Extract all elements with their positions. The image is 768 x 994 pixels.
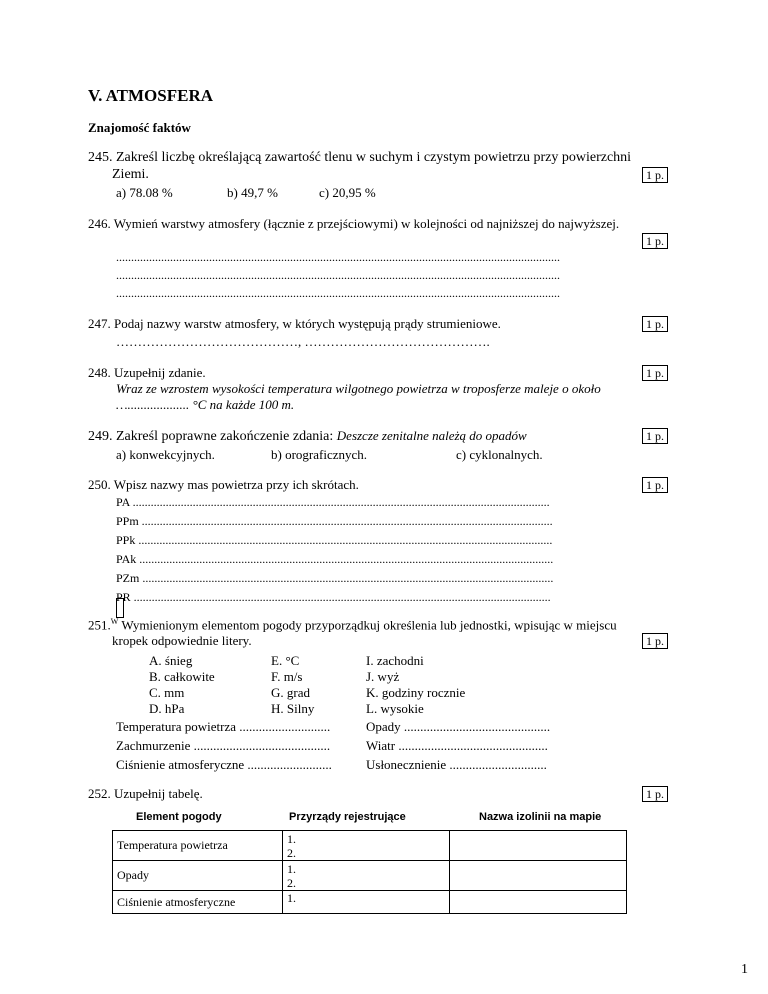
- q245-option-b: b) 49,7 %: [227, 185, 278, 200]
- q251-option-d: D. hPa: [149, 701, 185, 716]
- q251-points: 1 p.: [642, 633, 668, 649]
- table-header-isoline: Nazwa izolinii na mapie: [479, 811, 602, 823]
- q251-option-l: L. wysokie: [366, 701, 424, 716]
- q251-option-i: I. zachodni: [366, 653, 424, 668]
- q246-points: 1 p.: [642, 233, 668, 249]
- table-cell-isoline[interactable]: [450, 891, 627, 914]
- q246-answer-line-1[interactable]: ....................................................................................................................................................: [116, 250, 560, 264]
- q251-option-e: E. °C: [271, 653, 300, 668]
- page-title: V. ATMOSFERA: [88, 86, 214, 105]
- q251-option-c: C. mm: [149, 685, 185, 700]
- table-header-instruments: Przyrządy rejestrujące: [289, 811, 406, 823]
- table-cell-instruments[interactable]: [283, 891, 450, 914]
- q245-text1: 245. Zakreśl liczbę określającą zawartość tlenu w suchym i czystym powietrzu przy powierzchni: [88, 150, 632, 165]
- q250-item-pzm[interactable]: PZm .........................................................................................................................................: [116, 571, 554, 585]
- table-cell-element: Temperatura powietrza: [113, 831, 283, 861]
- q251-option-a: A. śnieg: [149, 653, 193, 668]
- q251-option-g: G. grad: [271, 685, 310, 700]
- q248-sentence-2[interactable]: …................... °C na każde 100 m.: [116, 397, 295, 412]
- table-cell-isoline[interactable]: [450, 861, 627, 891]
- instrument-slot: 2.: [287, 875, 296, 890]
- q252-points: 1 p.: [642, 786, 668, 802]
- q247-answer-line[interactable]: ……………………………………, …………………………………….: [116, 334, 490, 349]
- q251-text1: [88, 617, 617, 633]
- instrument-slot: 1.: [287, 891, 296, 905]
- q245-option-a: a) 78.08 %: [116, 185, 173, 200]
- q245-points: 1 p.: [642, 167, 668, 183]
- q247-text: 247. Podaj nazwy warstw atmosfery, w których występują prądy strumieniowe.: [88, 316, 501, 331]
- table-cell-instruments[interactable]: [283, 861, 450, 891]
- q249-option-b: b) orograficznych.: [271, 447, 368, 462]
- q245-text2: Ziemi.: [112, 167, 149, 182]
- q251-instruction: Wymienionym elementom pogody przyporządkuj określenia lub jednostki, wpisując w miejscu: [118, 617, 617, 633]
- table-cell-isoline[interactable]: [450, 831, 627, 861]
- q246-answer-line-2[interactable]: ....................................................................................................................................................: [116, 268, 560, 282]
- q249-instruction: 249. Zakreśl poprawne zakończenie zdania:: [88, 429, 337, 444]
- q252-text: 252. Uzupełnij tabelę.: [88, 786, 203, 801]
- q251-cloud-cover[interactable]: Zachmurzenie ..........................................: [116, 738, 331, 753]
- q251-number: 251.: [88, 617, 111, 633]
- q251-option-h: H. Silny: [271, 701, 315, 716]
- q250-text: 250. Wpisz nazwy mas powietrza przy ich skrótach.: [88, 477, 359, 492]
- q251-text2: kropek odpowiednie litery.: [112, 633, 252, 648]
- q251-precipitation[interactable]: Opady .............................................: [366, 719, 551, 734]
- q249-option-c: c) cyklonalnych.: [456, 447, 543, 462]
- q251-sunshine[interactable]: Usłonecznienie ..............................: [366, 757, 547, 772]
- q248-points: 1 p.: [642, 365, 668, 381]
- q246-answer-line-3[interactable]: ....................................................................................................................................................: [116, 286, 560, 300]
- q245-option-c: c) 20,95 %: [319, 185, 376, 200]
- q248-text: 248. Uzupełnij zdanie.: [88, 365, 206, 380]
- q250-item-pr[interactable]: PR ...........................................................................................................................................: [116, 590, 551, 604]
- table-header-element: Element pogody: [136, 811, 222, 823]
- q251-option-j: J. wyż: [366, 669, 400, 684]
- q249-sentence: Deszcze zenitalne należą do opadów: [336, 428, 527, 443]
- q246-text: 246. Wymień warstwy atmosfery (łącznie z przejściowymi) w kolejności od najniższej do najwyższej.: [88, 216, 620, 231]
- text-cursor-marker: [116, 598, 124, 618]
- instrument-slot: 1.: [287, 831, 296, 846]
- page-number: 1: [741, 962, 748, 977]
- q251-option-f: F. m/s: [271, 669, 303, 684]
- q251-option-k: K. godziny rocznie: [366, 685, 466, 700]
- q249-points: 1 p.: [642, 428, 668, 444]
- table-cell-element: Opady: [113, 861, 283, 891]
- table-row: [113, 891, 627, 914]
- q247-points: 1 p.: [642, 316, 668, 332]
- table-row: [113, 831, 627, 861]
- q249-text: [88, 428, 527, 445]
- instrument-slot: 2.: [287, 845, 296, 860]
- q251-wind[interactable]: Wiatr ..............................................: [366, 738, 548, 753]
- q251-superscript: W: [110, 617, 119, 626]
- q251-temperature[interactable]: Temperatura powietrza ............................: [116, 719, 331, 734]
- q251-pressure[interactable]: Ciśnienie atmosferyczne ..........................: [116, 757, 332, 772]
- q250-item-ppk[interactable]: PPk ..........................................................................................................................................: [116, 533, 553, 547]
- q250-item-pa[interactable]: PA ...........................................................................................................................................: [116, 495, 550, 509]
- table-row: [113, 861, 627, 891]
- q251-option-b: B. całkowite: [149, 669, 215, 684]
- q249-option-a: a) konwekcyjnych.: [116, 447, 215, 462]
- q248-sentence-1: Wraz ze wzrostem wysokości temperatura wilgotnego powietrza w troposferze maleje o około: [116, 381, 601, 396]
- q250-item-pak[interactable]: PAk ..........................................................................................................................................: [116, 552, 554, 566]
- weather-elements-table: [112, 830, 627, 914]
- q250-item-ppm[interactable]: PPm .........................................................................................................................................: [116, 514, 553, 528]
- q250-points: 1 p.: [642, 477, 668, 493]
- section-heading: Znajomość faktów: [88, 120, 191, 135]
- table-cell-element: Ciśnienie atmosferyczne: [113, 891, 283, 914]
- instrument-slot: 1.: [287, 861, 296, 876]
- table-cell-instruments[interactable]: [283, 831, 450, 861]
